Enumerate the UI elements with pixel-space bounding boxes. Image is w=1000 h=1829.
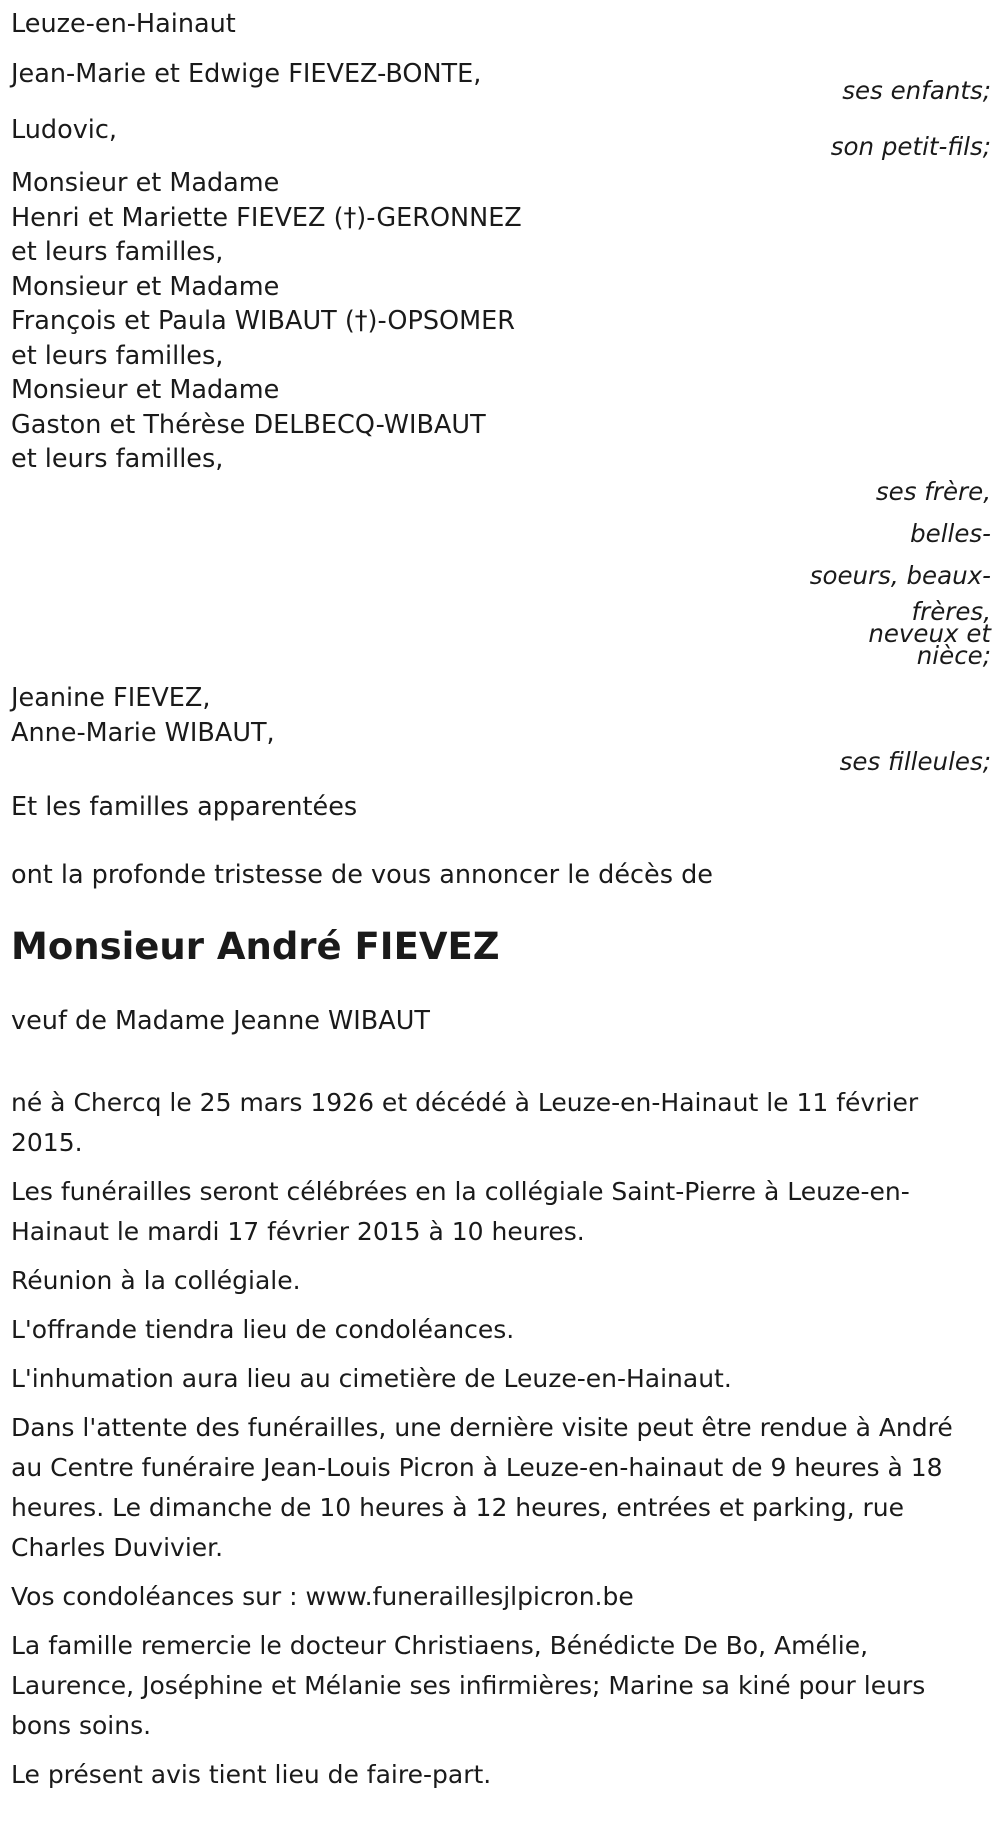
related-families: Et les familles apparentées	[11, 791, 358, 822]
children-section	[11, 54, 991, 106]
birth-death-paragraph: né à Chercq le 25 mars 1926 et décédé à Leuze-en-Hainaut le 11 février 2015.	[11, 1087, 919, 1157]
children-role: ses enfants;	[842, 76, 991, 105]
siblings-line: Monsieur et Madame	[11, 271, 280, 302]
goddaughter-name: Anne-Marie WIBAUT,	[11, 717, 275, 748]
funeral-paragraph: Les funérailles seront célébrées en la collégiale Saint-Pierre à Leuze-en-Hainaut le mardi 17 février 2015 à 10 heures.	[11, 1176, 910, 1246]
goddaughter-name: Jeanine FIEVEZ,	[11, 682, 211, 713]
siblings-role-line: frères,	[911, 596, 991, 626]
siblings-line: Monsieur et Madame	[11, 168, 280, 198]
siblings-role	[791, 471, 991, 670]
goddaughters-section	[11, 681, 991, 777]
siblings-line: et leurs familles,	[11, 237, 224, 267]
siblings-role-line: ses frère, belles-	[875, 476, 991, 548]
place-header: Leuze-en-Hainaut	[11, 9, 236, 39]
siblings-line: et leurs familles,	[11, 340, 224, 371]
burial-paragraph: L'inhumation aura lieu au cimetière de Leuze-en-Hainaut.	[11, 1363, 732, 1393]
details-section	[11, 1083, 991, 1795]
siblings-line: Monsieur et Madame	[11, 375, 280, 405]
notice-paragraph: Le présent avis tient lieu de faire-part.	[11, 1759, 492, 1789]
goddaughters-role: ses filleules;	[839, 746, 991, 776]
deceased-name: Monsieur André FIEVEZ	[11, 924, 500, 968]
siblings-role-line: soeurs, beaux-	[809, 560, 991, 590]
siblings-line: Gaston et Thérèse DELBECQ-WIBAUT	[11, 409, 486, 440]
siblings-role-line: neveux et nièce;	[868, 618, 991, 670]
grandson-section	[11, 110, 991, 162]
children-names: Jean-Marie et Edwige FIEVEZ-BONTE,	[11, 59, 482, 89]
siblings-line: Henri et Mariette FIEVEZ (†)-GERONNEZ	[11, 202, 522, 233]
grandson-role: son petit-fils;	[830, 132, 991, 161]
siblings-section	[11, 166, 991, 670]
obituary-document	[11, 4, 991, 1804]
grandson-name: Ludovic,	[11, 115, 118, 145]
offering-paragraph: L'offrande tiendra lieu de condoléances.	[11, 1314, 515, 1344]
widower-line: veuf de Madame Jeanne WIBAUT	[11, 1005, 430, 1036]
siblings-line: François et Paula WIBAUT (†)-OPSOMER	[11, 306, 515, 336]
meeting-paragraph: Réunion à la collégiale.	[11, 1265, 301, 1295]
visit-paragraph: Dans l'attente des funérailles, une dernière visite peut être rendue à André au Centre funéraire Jean-Louis Picron à Leuze-en-hainaut de 9 heures à 18 heures. Le dimanche de 10 heures à 12 heures, entrées et parking, rue Charles Duvivier.	[11, 1412, 953, 1562]
condolences-paragraph: Vos condoléances sur : www.funeraillesjlpicron.be	[11, 1581, 634, 1611]
announcement-intro: ont la profonde tristesse de vous annoncer le décès de	[11, 859, 713, 890]
siblings-line: et leurs familles,	[11, 444, 224, 474]
thanks-paragraph: La famille remercie le docteur Christiaens, Bénédicte De Bo, Amélie, Laurence, Joséphine et Mélanie ses infirmières; Marine sa kiné pour leurs bons soins.	[11, 1630, 926, 1740]
